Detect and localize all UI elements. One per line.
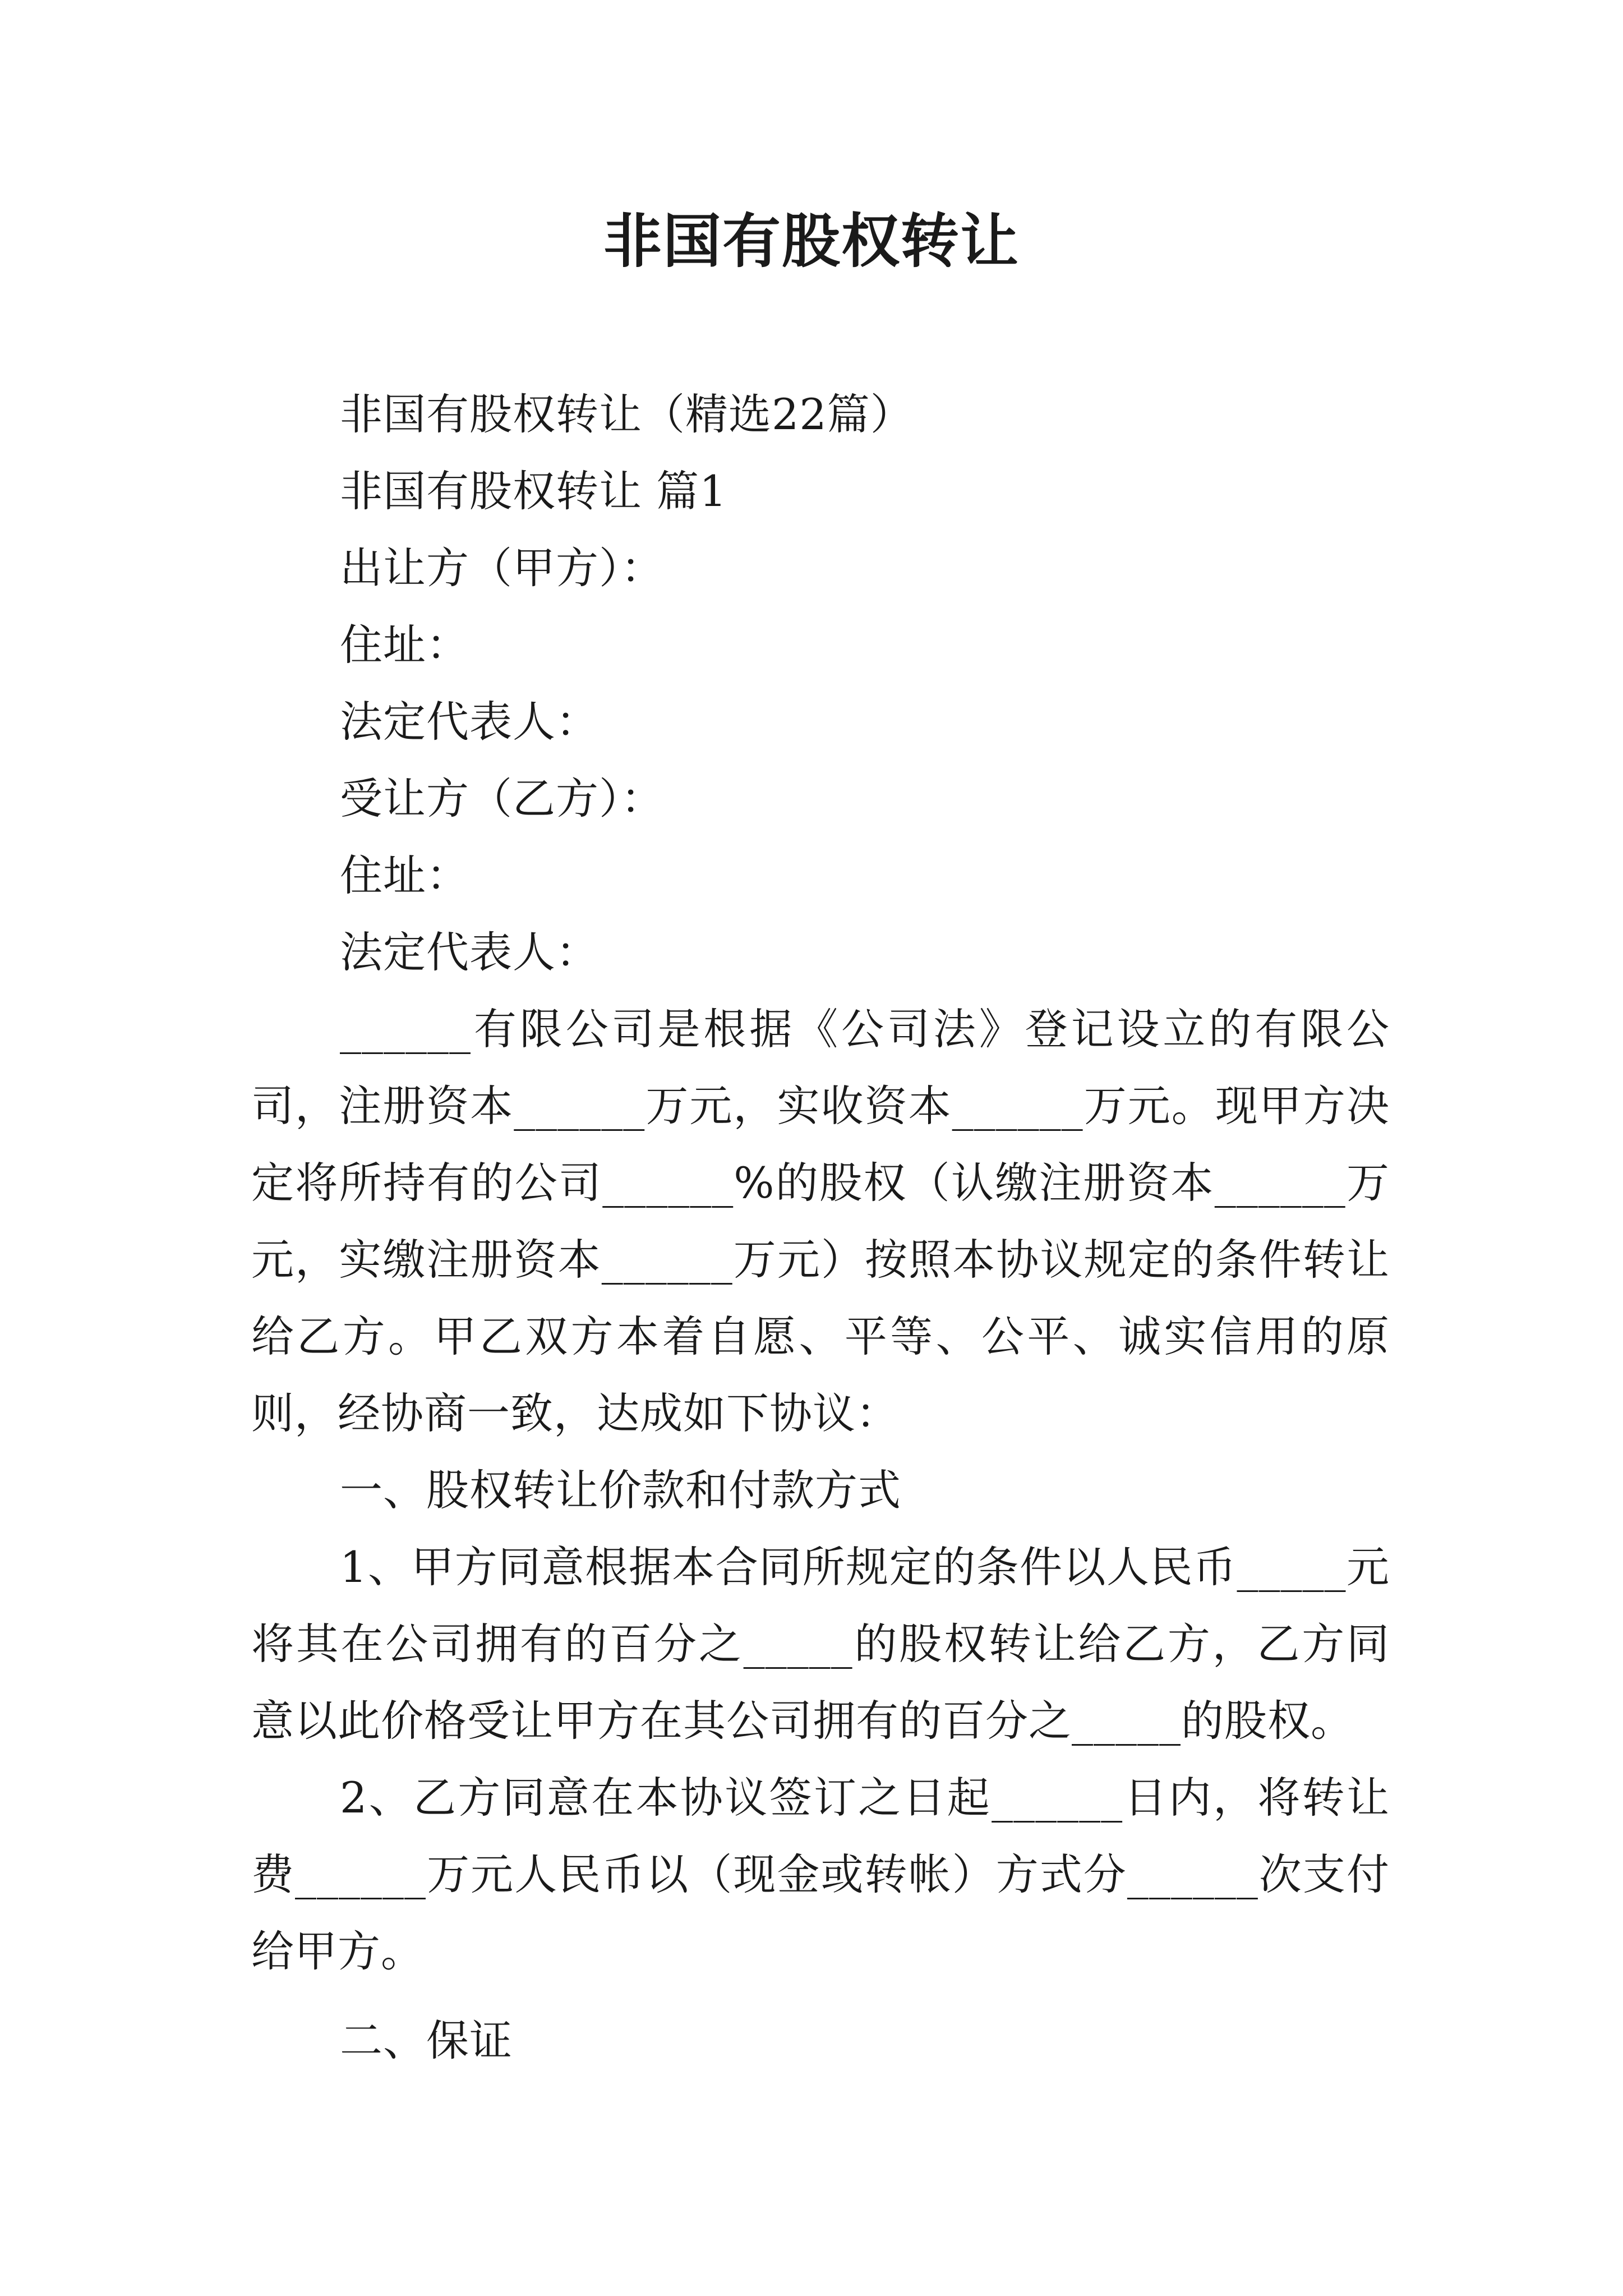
paragraph-heading-payment: 一、股权转让价款和付款方式 (340, 1465, 901, 1515)
paragraph-clause-1: 1、甲方同意根据本合同所规定的条件以人民币_____元将其在公司拥有的百分之_____的股权转让给乙方，乙方同意以此价格受让甲方在其公司拥有的百分之_____的股权。 (251, 1542, 1390, 1746)
paragraph-transferor: 出让方（甲方）： (340, 543, 664, 593)
paragraph-heading-guarantee: 二、保证 (340, 2016, 513, 2065)
document-title: 非国有股权转让 (603, 206, 1020, 275)
paragraph-preamble: ______有限公司是根据《公司法》登记设立的有限公司，注册资本______万元，实收资本______万元。现甲方决定将所持有的公司______%的股权（认缴注册资本______万元，实缴注册资本______万元）按照本协议规定的条件转让给乙方。甲乙双方本着自愿、平等、公平、诚实信用的原则，经协商一致，达成如下协议： (251, 1004, 1390, 1438)
paragraph-subtitle: 非国有股权转让（精选22篇） (340, 389, 914, 439)
paragraph-clause-2: 2、乙方同意在本协议签订之日起______日内，将转让费______万元人民币以（现金或转帐）方式分______次支付给甲方。 (251, 1773, 1390, 1976)
document-body (251, 376, 1390, 2079)
paragraph-transferor-address: 住址： (340, 620, 469, 670)
paragraph-section-title: 非国有股权转让 篇1 (340, 466, 727, 516)
paragraph-transferor-representative: 法定代表人： (340, 697, 599, 747)
paragraph-transferee: 受让方（乙方）： (340, 774, 664, 823)
paragraph-transferee-address: 住址： (340, 850, 469, 900)
paragraph-transferee-representative: 法定代表人： (340, 927, 599, 977)
